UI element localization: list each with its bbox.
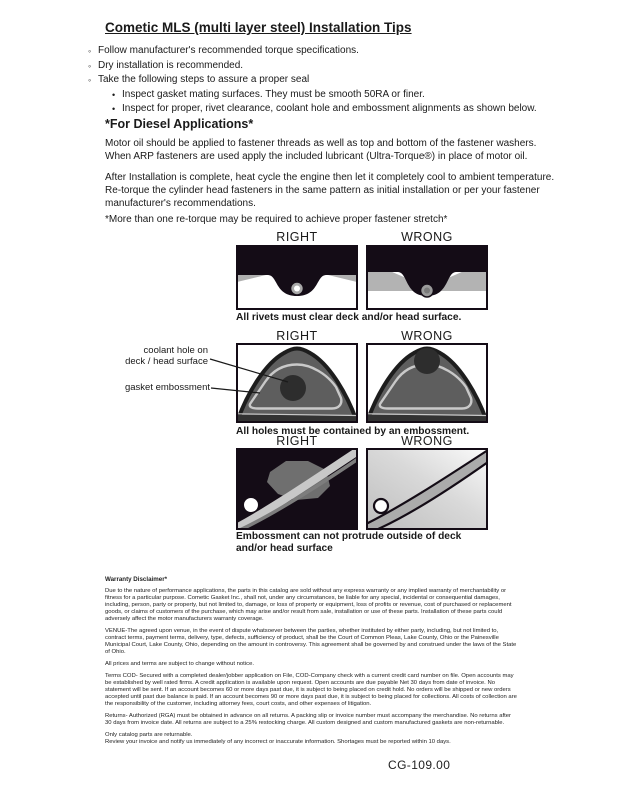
list-item-text: Dry installation is recommended. bbox=[98, 59, 244, 71]
diesel-paragraph-retorque: After Installation is complete, heat cycle the engine then let it completely cool to ambient temperature. Re-torque the cylinder head fasteners in the same pattern as initial installation or per your fastener manufacturer's recommendations. bbox=[105, 172, 555, 210]
coolant-hole-annotation: coolant hole on deck / head surface bbox=[125, 345, 208, 367]
pair2-right-label: RIGHT bbox=[276, 329, 318, 343]
rivet-clearance-right-illustration bbox=[236, 245, 358, 310]
pair3-right-diagram bbox=[236, 448, 358, 530]
gasket-embossment-annotation: gasket embossment bbox=[124, 382, 210, 393]
open-bullet-icon: ◦ bbox=[88, 60, 92, 71]
list-item-text: Inspect for proper, rivet clearance, coolant hole and embossment alignments as shown below. bbox=[122, 103, 537, 114]
diesel-paragraph-oil: Motor oil should be applied to fastener threads as well as top and bottom of the fastener washers. When ARP fasteners are used apply the included lubricant (Ultra-Torque®) in place of motor oil. bbox=[105, 138, 537, 163]
embossment-protrude-right-illustration bbox=[236, 448, 358, 530]
prices-paragraph: All prices and terms are subject to change without notice. bbox=[105, 661, 254, 667]
embossment-contained-right-illustration bbox=[236, 343, 358, 423]
pair1-wrong-diagram bbox=[366, 245, 488, 310]
warranty-paragraph: Due to the nature of performance applications, the parts in this catalog are sold without any express warranty or any implied warranty of merchantability or fitness for a particular purpose. Cometic Gasket Inc., shall not, under any circumstances, be liable for any special, incidental or consequential damages, including, person, party or property, but not limited to, damage, or loss of property or equipment, loss of profits or revenue, cost of purchased or replacement goods, or claims of customers of the purchase, which may arise and/or result from sale, installation or use of these parts. Installation of these parts could adversely affect the motor manufacturers warranty coverage. bbox=[105, 588, 512, 622]
pair2-caption: All holes must be contained by an embossment. bbox=[236, 426, 470, 437]
pair3-wrong-diagram bbox=[366, 448, 488, 530]
pair3-caption: Embossment can not protrude outside of deck and/or head surface bbox=[236, 531, 462, 554]
list-item bbox=[88, 73, 537, 88]
embossment-contained-wrong-illustration bbox=[366, 343, 488, 423]
list-item-text: Take the following steps to assure a proper seal bbox=[98, 74, 310, 85]
embossment-protrude-wrong-illustration bbox=[366, 448, 488, 530]
pair1-wrong-label: WRONG bbox=[401, 230, 453, 244]
list-item-text: Follow manufacturer's recommended torque specifications. bbox=[98, 45, 359, 56]
retorque-note: *More than one re-torque may be required to achieve proper fastener stretch* bbox=[105, 214, 448, 225]
page-number: CG-109.00 bbox=[388, 758, 451, 772]
pair3-wrong-label: WRONG bbox=[401, 434, 453, 448]
sub-list-item bbox=[112, 88, 537, 103]
page-title: Cometic MLS (multi layer steel) Installation Tips bbox=[105, 20, 412, 35]
review-invoice-line: Review your invoice and notify us immediately of any incorrect or inaccurate information. Shortages must be reported within 10 days. bbox=[105, 739, 451, 745]
installation-tips-list bbox=[88, 44, 537, 117]
diesel-section-heading: *For Diesel Applications* bbox=[105, 117, 254, 131]
pair2-wrong-diagram bbox=[366, 343, 488, 423]
open-bullet-icon: ◦ bbox=[88, 75, 92, 85]
pair1-caption: All rivets must clear deck and/or head surface. bbox=[236, 312, 462, 323]
venue-paragraph: VENUE-The agreed upon venue, in the event of dispute whatsoever between the parties, whether instituted by either party, including, but not limited to, contract terms, payment terms, delivery, type, defects, sufficiency of product, shall be the Court of Common Pleas, Lake County, Ohio or the Painesville Municipal Court, Lake County, Ohio, depending on the amount in controversy. This agreement shall be governed by and construed under the laws of the State of Ohio. bbox=[105, 628, 517, 655]
returns-paragraph: Returns- Authorized (RGA) must be obtained in advance on all returns. A packing slip or invoice number must accompany the merchandise. No returns after 30 days from invoice date. All returns are subject to a 25% restocking charge. All custom designed and custom manufactured gaskets are non-returnable. bbox=[105, 713, 512, 726]
pair3-right-label: RIGHT bbox=[276, 434, 318, 448]
pair1-right-diagram bbox=[236, 245, 358, 310]
filled-bullet-icon: • bbox=[112, 104, 116, 114]
terms-cod-paragraph: Terms COD- Secured with a completed dealer/jobber application on File, COD-Company check with a current credit card number on file. Open accounts may be established by well rated firms. A credit application is available upon request. Open accounts are due payable Net 30 days from date of invoice. No statement will be sent. If an account becomes 60 or more days past due, it is subject to being placed on credit hold. No orders will be shipped or new orders accepted until past due balance is paid. If an account becomes 90 or more days past due, it is subject to being placed for collections. All costs of collection are the responsibility of the customer, including attorney fees, court costs, and other expenses of litigation. bbox=[105, 673, 517, 707]
filled-bullet-icon: • bbox=[112, 89, 116, 100]
rivet-clearance-wrong-illustration bbox=[366, 245, 488, 310]
list-item bbox=[88, 44, 537, 59]
sub-list-item bbox=[112, 102, 537, 117]
returnable-line: Only catalog parts are returnable. bbox=[105, 732, 193, 738]
pair2-wrong-label: WRONG bbox=[401, 329, 453, 343]
pair2-right-diagram bbox=[236, 343, 358, 423]
list-item-text: Inspect gasket mating surfaces. They must be smooth 50RA or finer. bbox=[122, 88, 425, 100]
warranty-section bbox=[105, 576, 517, 746]
open-bullet-icon: ◦ bbox=[88, 46, 92, 56]
list-item bbox=[88, 59, 537, 74]
warranty-heading: Warranty Disclaimer* bbox=[105, 576, 168, 583]
pair1-right-label: RIGHT bbox=[276, 230, 318, 244]
